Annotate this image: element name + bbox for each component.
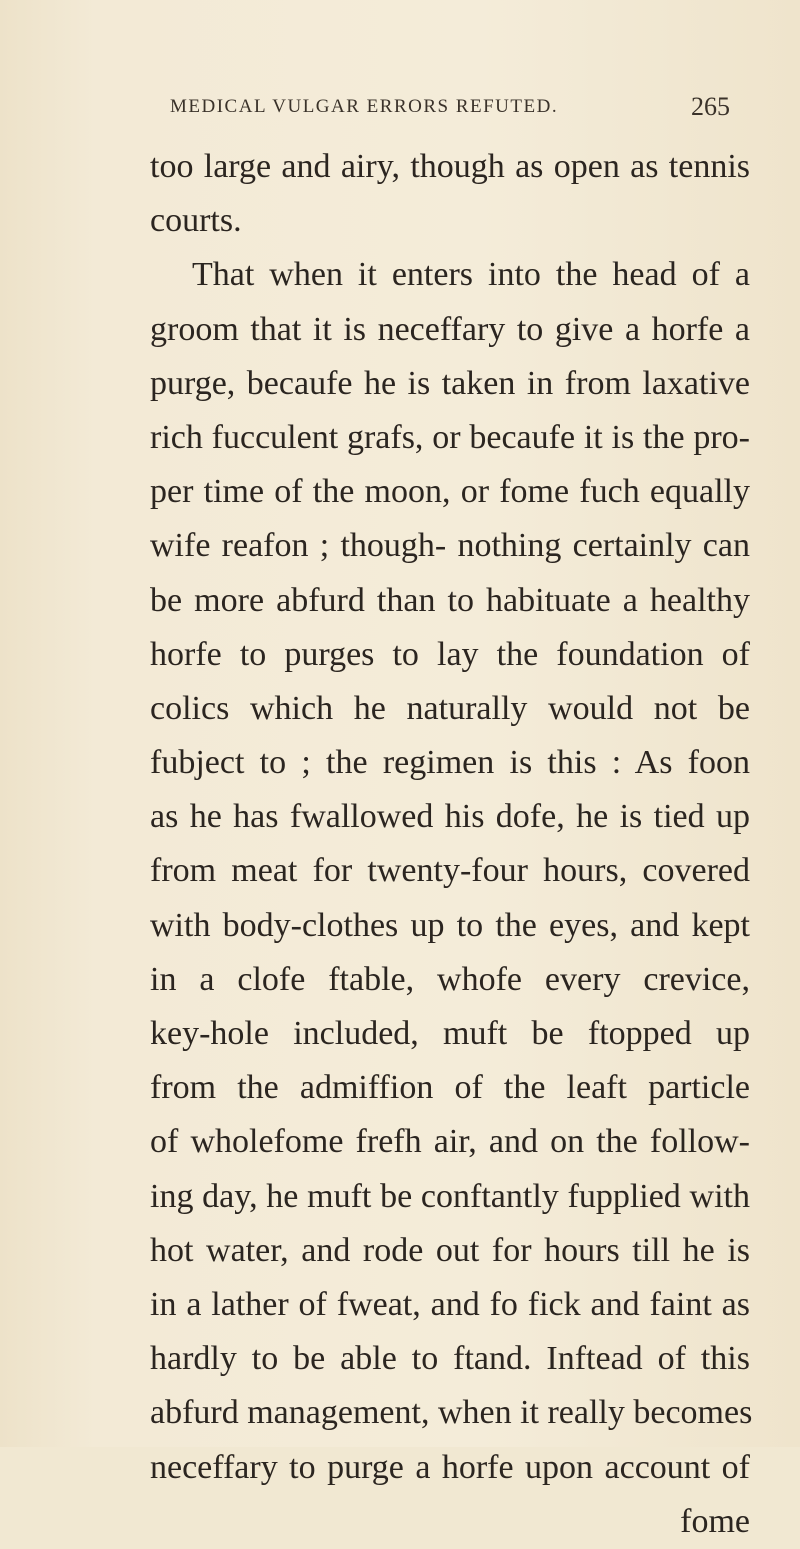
text-line: per time of the moon, or fome fuch equally [150,473,750,511]
text-line: abfurd management, when it really becomes [150,1394,753,1432]
page-number: 265 [691,92,730,121]
text-line: rich fucculent grafs, or becaufe it is the pro- [150,418,750,456]
text-line: key-hole included, muft be ftopped up [150,1015,750,1052]
text-line: wife reafon ; though- nothing certainly can [150,527,750,565]
body-text [150,140,753,1549]
text-line: groom that it is neceffary to give a horfe a [150,310,750,348]
catchword: fome [680,1502,750,1540]
text-line: horfe to purges to lay the foundation of [150,635,750,673]
text-line: with body-clothes up to the eyes, and kept [150,906,750,944]
running-head: MEDICAL VULGAR ERRORS REFUTED. [170,96,559,117]
text-line: hot water, and rode out for hours till he is [150,1231,750,1269]
text-line: too large and airy, though as open as tennis [150,148,750,185]
text-line: in a lather of fweat, and fo fick and faint as [150,1285,750,1323]
text-line: from meat for twenty-four hours, covered [150,852,750,890]
text-line: of wholefome frefh air, and on the follow- [150,1123,750,1161]
text-line: ing day, he muft be conftantly fupplied with [150,1177,750,1215]
text-line: in a clofe ftable, whofe every crevice, [150,960,750,998]
text-line: from the admiffion of the leaft particle [150,1069,750,1107]
text-line: That when it enters into the head of a [192,256,750,294]
text-line: purge, becaufe he is taken in from laxative [150,364,750,402]
page-header [170,92,730,126]
text-line: be more abfurd than to habituate a healthy [150,581,750,619]
text-line: colics which he naturally would not be [150,689,750,727]
text-line: courts. [150,202,242,240]
text-line: as he has fwallowed his dofe, he is tied up [150,798,750,836]
text-line: hardly to be able to ftand. Inftead of this [150,1340,750,1378]
text-line: fubject to ; the regimen is this : As foon [150,744,750,782]
text-line: neceffary to purge a horfe upon account of [150,1448,750,1486]
